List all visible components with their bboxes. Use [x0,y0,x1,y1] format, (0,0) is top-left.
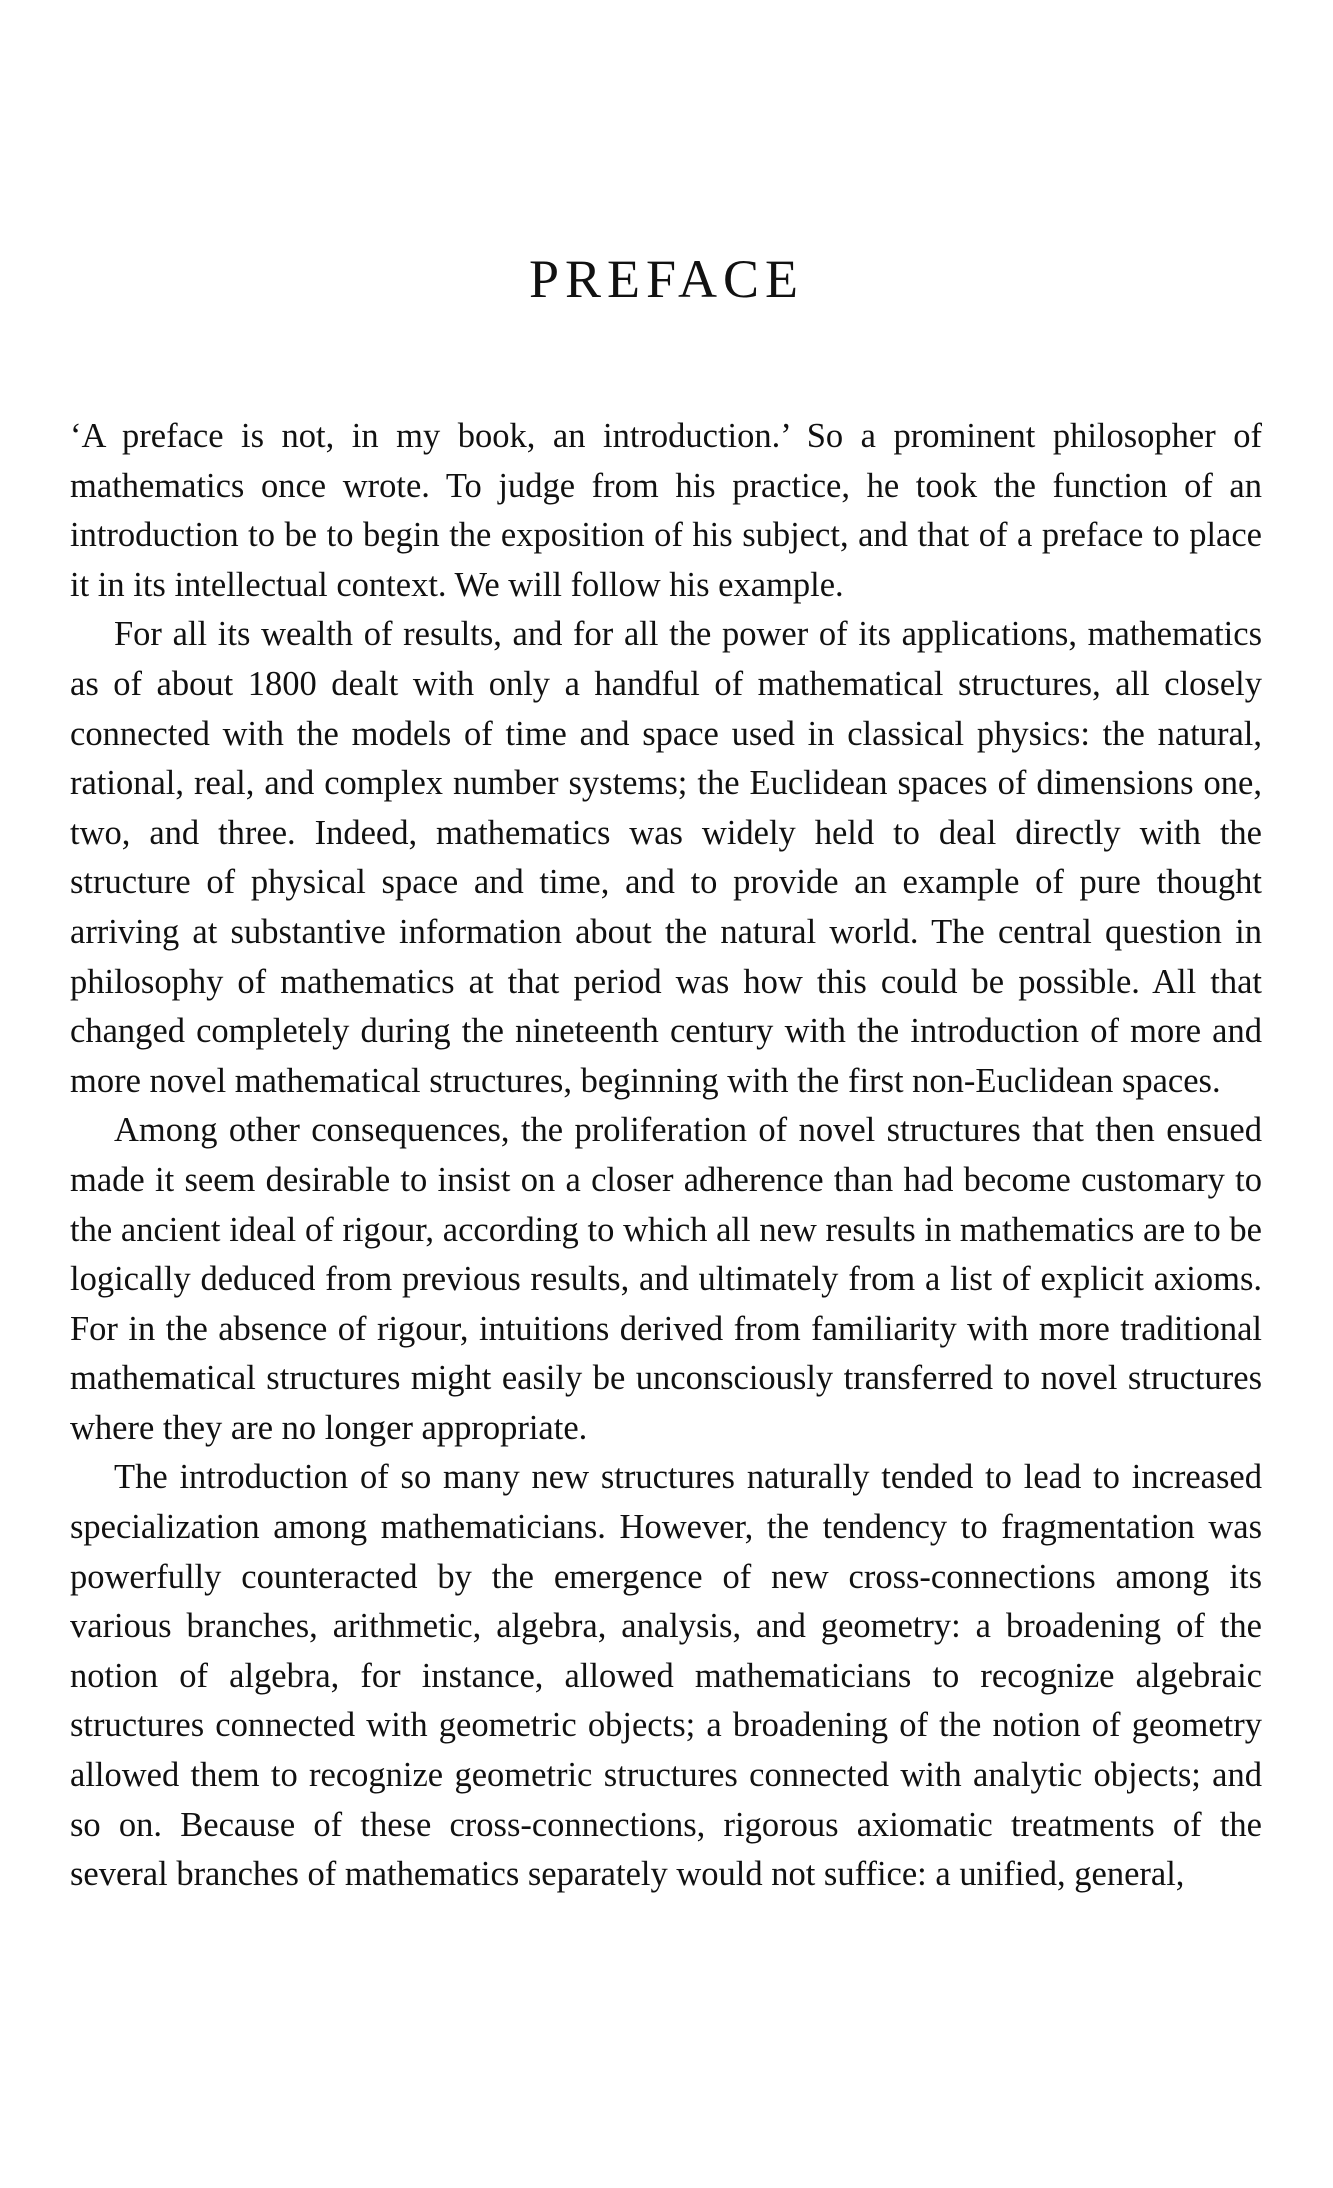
paragraph-1: ‘A preface is not, in my book, an introduction.’ So a prominent philosopher of mathematics once wrote. To judge from his practice, he took the function of an introduction to be to begin the exposition of his subject, and that of a preface to place it in its intellectual context. We will follow his example. [70,417,1262,604]
page-title: PREFACE [528,249,805,309]
paragraph-3: Among other consequences, the proliferation of novel structures that then ensued made it seem desirable to insist on a closer adherence than had become customary to the ancient ideal of rigour, according to which all new results in mathematics are to be logically deduced from previous results, and ultimately from a list of explicit axioms. For in the absence of rigour, intuitions derived from familiarity with more traditional mathematical structures might easily be unconsciously transferred to novel structures where they are no longer appropriate. [70,1111,1262,1447]
paragraph-2: For all its wealth of results, and for all the power of its applications, mathematics as of about 1800 dealt with only a handful of mathematical structures, all closely connected with the models of time and space used in classical physics: the natural, rational, real, and complex number systems; the Euclidean spaces of dimensions one, two, and three. Indeed, mathematics was widely held to deal directly with the structure of physical space and time, and to provide an example of pure thought arriving at substantive information about the natural world. The central question in philosophy of mathematics at that period was how this could be possible. All that changed completely during the nineteenth century with the introduction of more and more novel mathematical structures, beginning with the first non-Euclidean spaces. [70,615,1262,1100]
preface-body [70,412,1262,1900]
paragraph-4: The introduction of so many new structures naturally tended to lead to increased specialization among mathematicians. However, the tendency to fragmentation was powerfully counteracted by the emergence of new cross-connections among its various branches, arithmetic, algebra, analysis, and geometry: a broadening of the notion of algebra, for instance, allowed mathematicians to recognize algebraic structures connected with geometric objects; a broadening of the notion of geometry allowed them to recognize geometric structures connected with analytic objects; and so on. Because of these cross-connections, rigorous axiomatic treatments of the several branches of mathematics separately would not suffice: a unified, general, [70,1458,1262,1894]
